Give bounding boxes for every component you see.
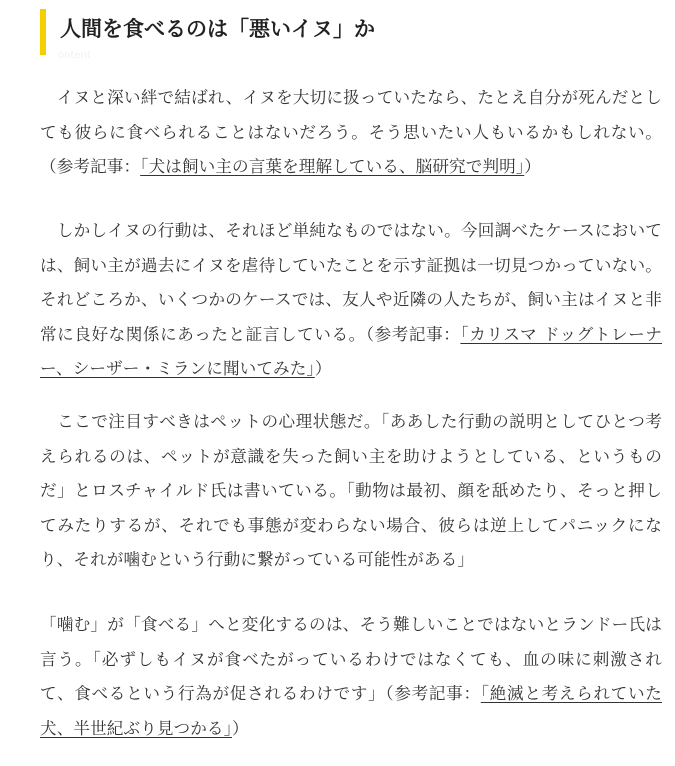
paragraph-text: 「噛む」が「食べる」へと変化するのは、そう難しいことではないとランドー氏は言う。「必ずしもイヌが食べたがっているわけではなくても、血の味に刺激されて、食べるという行為が促されるわけです」（参考記事： — [40, 615, 662, 703]
section-heading — [40, 9, 660, 55]
paragraph-text: しかしイヌの行動は、それほど単純なものではない。今回調べたケースにおいては、飼い主が過去にイヌを虐待していたことを示す証拠は一切見つかっていない。それどころか、いくつかのケースでは、友人や近隣の人たちが、飼い主はイヌと非常に良好な関係にあったと証言している。（参考記事： — [40, 221, 662, 344]
article-paragraph-3 — [40, 405, 662, 578]
paragraph-text: イヌと深い絆で結ばれ、イヌを大切に扱っていたなら、たとえ自分が死んだとしても彼らに食べられることはないだろう。そう思いたい人もいるかもしれない。（参考記事： — [40, 88, 662, 176]
related-article-link[interactable]: 「犬は飼い主の言葉を理解している、脳研究で判明」 — [140, 157, 525, 176]
paragraph-text: ） — [314, 359, 332, 378]
section-heading-title: 人間を食べるのは「悪いイヌ」か — [60, 17, 375, 41]
article-paragraph-4 — [40, 608, 662, 746]
paragraph-text: ここで注目すべきはペットの心理状態だ。「ああした行動の説明としてひとつ考えられるのは、ペットが意識を失った飼い主を助けようとしている、というものだ」とロスチャイルド氏は書いている。「動物は最初、顔を舐めたり、そっと押してみたりするが、それでも事態が変わらない場合、彼らは逆上してパニックになり、それが噛むという行動に繋がっている可能性がある」 — [40, 412, 662, 569]
related-article-link[interactable]: 「カリスマ ドッグトレーナー、シーザー・ミランに聞いてみた」 — [40, 324, 662, 378]
related-article-link[interactable]: 「絶滅と考えられていた犬、半世紀ぶり見つかる」 — [40, 684, 662, 738]
article-paragraph-1 — [40, 81, 662, 185]
paragraph-text: ） — [524, 157, 541, 176]
article-paragraph-2 — [40, 214, 662, 387]
faint-label: ontent — [58, 50, 91, 61]
paragraph-text: ） — [232, 718, 249, 738]
